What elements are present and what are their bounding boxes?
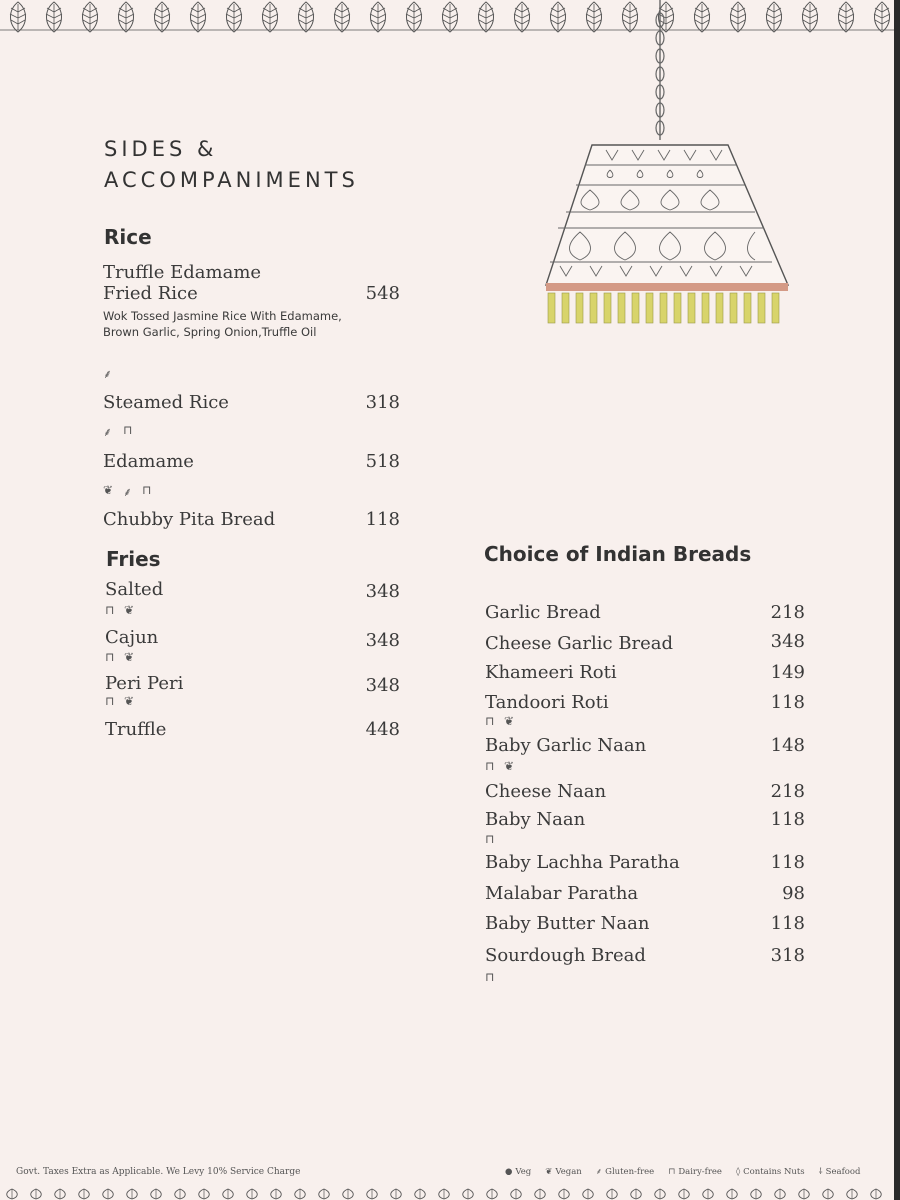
legend-label: Contains Nuts [743,1166,805,1177]
item-price: 118 [365,509,400,530]
item-price: 548 [365,283,400,304]
item-name: Fried Rice [103,283,198,304]
vegan-leaf-icon: ❦ [124,694,139,708]
item-name: Baby Butter Naan [485,913,650,934]
gluten-free-icon: ⸙ [123,485,137,499]
item-name: Baby Garlic Naan [485,735,647,756]
item-name: Truffle [105,719,167,740]
dairy-free-icon: ⊓ [485,759,499,773]
page-edge [894,0,900,1200]
item-price: 348 [770,631,805,652]
item-price: 118 [770,913,805,934]
veg-dot-icon: ● [505,1166,513,1177]
page-title-line-1: SIDES & [104,137,218,161]
item-name: Cheese Garlic Bread [485,633,674,654]
item-price: 518 [365,451,400,472]
gluten-free-icon: ⸙ [103,425,117,439]
item-name: Cheese Naan [485,781,607,802]
footer-tax-note: Govt. Taxes Extra as Applicable. We Levy 10% Service Charge [16,1167,301,1177]
item-price: 448 [365,719,400,740]
item-price: 318 [365,392,400,413]
legend-veg [505,1166,531,1177]
gluten-free-icon: ⸙ [103,367,117,381]
legend-contains-nuts [736,1166,805,1177]
item-name: Malabar Paratha [485,883,639,904]
legend-dairy-free [668,1166,722,1177]
item-name: Garlic Bread [485,602,601,623]
page-title-line-2: ACCOMPANIMENTS [104,168,359,192]
indian-breads-heading: Choice of Indian Breads [484,542,752,566]
legend-label: Dairy-free [678,1166,722,1177]
item-price: 118 [770,852,805,873]
item-price: 348 [365,675,400,696]
item-price: 118 [770,692,805,713]
item-name: Cajun [105,627,159,648]
item-name: Baby Naan [485,809,586,830]
dairy-free-icon: ⊓ [142,483,156,497]
vegan-leaf-icon: ❦ [545,1166,553,1177]
item-price: 348 [365,630,400,651]
item-price: 218 [770,602,805,623]
item-price: 98 [782,883,805,904]
item-name: Khameeri Roti [485,662,617,683]
item-description: Wok Tossed Jasmine Rice With Edamame, Brown Garlic, Spring Onion,Truffle Oil [103,309,342,339]
item-name: Sourdough Bread [485,945,646,966]
item-name: Chubby Pita Bread [103,509,276,530]
dairy-free-icon: ⊓ [105,650,119,664]
item-name: Truffle Edamame [103,262,262,283]
decorative-bottom-border [0,1188,900,1200]
legend-label: Veg [515,1166,532,1177]
dairy-free-icon: ⊓ [485,714,499,728]
item-name: Steamed Rice [103,392,229,413]
dietary-legend [505,1166,885,1177]
legend-seafood [819,1166,861,1177]
item-price: 118 [770,809,805,830]
legend-label: Gluten-free [605,1166,655,1177]
hanging-lamp-illustration [540,0,800,340]
item-price: 348 [365,581,400,602]
item-name: Salted [105,579,164,600]
legend-gluten-free [596,1166,654,1177]
fries-heading: Fries [106,547,161,571]
item-name: Edamame [103,451,194,472]
legend-vegan [545,1166,582,1177]
legend-label: Vegan [555,1166,582,1177]
vegan-leaf-icon: ❦ [504,714,519,728]
vegan-leaf-icon: ❦ [124,603,139,617]
dairy-free-icon: ⊓ [105,694,119,708]
gluten-free-icon: ⸙ [595,1167,603,1177]
dairy-free-icon: ⊓ [123,423,137,437]
item-name: Peri Peri [105,673,184,694]
item-name: Tandoori Roti [485,692,609,713]
dairy-free-icon: ⊓ [105,603,119,617]
item-price: 148 [770,735,805,756]
dairy-free-icon: ⊓ [485,832,499,846]
page-title [104,134,359,196]
dairy-free-icon: ⊓ [668,1166,676,1177]
vegan-leaf-icon: ❦ [124,650,139,664]
vegan-leaf-icon: ❦ [504,759,519,773]
item-name: Baby Lachha Paratha [485,852,680,873]
vegan-leaf-icon: ❦ [103,483,118,497]
rice-heading: Rice [104,225,152,249]
legend-label: Seafood [825,1166,861,1177]
item-price: 218 [770,781,805,802]
dairy-free-icon: ⊓ [485,970,499,984]
seafood-icon: ⸸ [818,1167,823,1177]
item-price: 318 [770,945,805,966]
item-price: 149 [770,662,805,683]
contains-nuts-icon: ◊ [735,1166,741,1177]
